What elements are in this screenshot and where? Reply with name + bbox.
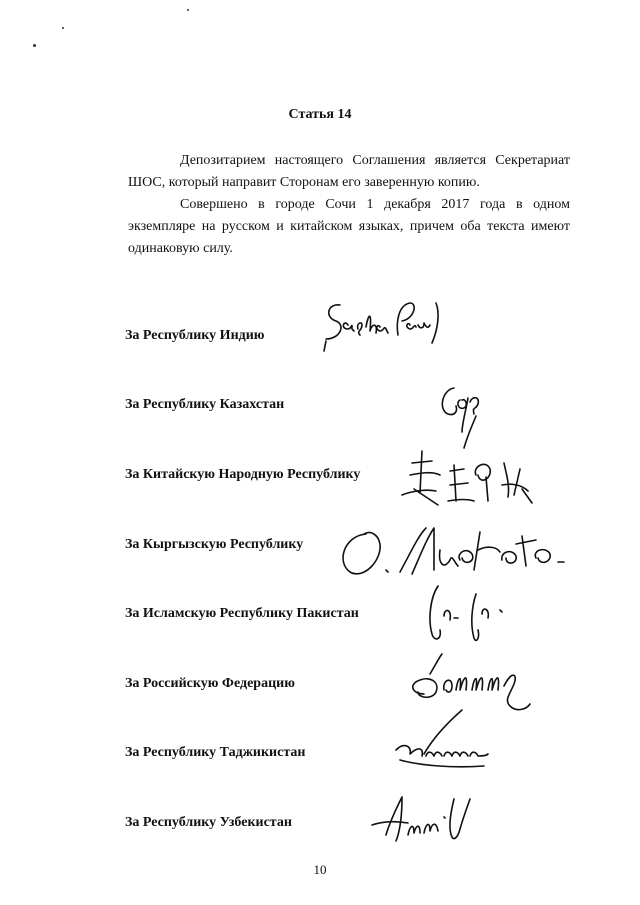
paragraph-text: Совершено в городе Сочи 1 декабря 2017 года в одном экземпляре на русском и китайском языках, причем оба текста имеют одинаковую силу. [128, 197, 570, 256]
signature-tajikistan [388, 706, 498, 776]
signature-india [318, 295, 458, 355]
signatory-india: За Республику Индию [125, 328, 265, 343]
scan-speck [187, 9, 189, 11]
article-title: Статья 14 [288, 107, 352, 122]
paragraph-text: Депозитарием настоящего Соглашения является Секретариат ШОС, который направит Сторонам его заверенную копию. [128, 153, 570, 190]
article-paragraph-2 [128, 194, 570, 260]
signatory-china: За Китайскую Народную Республику [125, 467, 361, 482]
article-paragraph-1 [128, 150, 570, 194]
signatory-kyrgyzstan: За Кыргызскую Республику [125, 537, 304, 552]
signatory-tajikistan: За Республику Таджикистан [125, 745, 306, 760]
signatory-russia: За Российскую Федерацию [125, 676, 295, 691]
scan-speck [33, 44, 36, 47]
page-number: 10 [313, 862, 327, 877]
signature-uzbekistan [368, 785, 488, 860]
signature-kyrgyzstan [330, 510, 580, 585]
signature-kazakhstan [432, 380, 502, 455]
scan-speck [62, 27, 64, 29]
signature-pakistan [418, 580, 518, 650]
signatory-pakistan: За Исламскую Республику Пакистан [125, 606, 359, 621]
signatory-uzbekistan: За Республику Узбекистан [125, 815, 292, 830]
signatory-kazakhstan: За Республику Казахстан [125, 397, 285, 412]
